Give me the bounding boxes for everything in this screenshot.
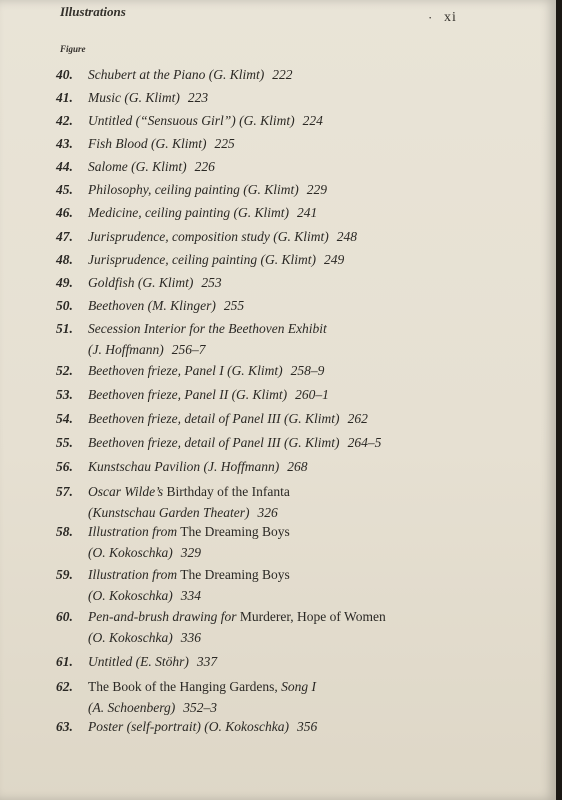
figure-title: Medicine, ceiling painting (G. Klimt) [88,205,289,220]
page-reference: 264–5 [347,435,382,450]
page-reference: 334 [180,588,201,603]
figure-number: 56. [56,459,73,474]
page-number: xi [444,10,457,25]
figure-title: Beethoven (M. Klinger) [88,298,216,313]
page-reference: 253 [201,275,222,290]
figure-title: Untitled (“Sensuous Girl”) (G. Klimt) [88,113,295,128]
figure-title: Kunstschau Pavilion (J. Hoffmann) [88,459,280,474]
figure-number: 47. [56,229,73,244]
header-dot: · [428,10,433,25]
figure-title-italic: Song I [277,679,316,694]
page-reference: 249 [323,252,345,267]
figure-title: Jurisprudence, composition study (G. Klimt) [88,229,329,244]
figure-title-italic: Pen-and-brush drawing for [88,609,237,624]
figure-title-italic: Oscar Wilde’s [88,484,164,499]
figure-title: Beethoven frieze, detail of Panel III (G. Klimt) [88,435,340,450]
figure-number: 44. [56,159,73,174]
figure-credit: (O. Kokoschka) [88,545,173,560]
figure-number: 49. [56,275,73,290]
figure-number: 42. [56,113,73,128]
page-reference: 229 [306,182,327,197]
figure-title-roman: Birthday of the Infanta [163,484,290,499]
figure-title: Goldfish (G. Klimt) [88,275,194,290]
figure-number: 53. [56,387,73,402]
figure-title: Beethoven frieze, Panel II (G. Klimt) [88,387,288,402]
page-reference: 356 [296,719,318,734]
figure-number: 46. [56,205,73,220]
page-reference: 225 [214,136,235,151]
figure-number: 45. [56,182,73,197]
page-reference: 337 [196,654,218,669]
figure-number: 58. [56,524,73,539]
figure-title-roman: The Dreaming Boys [177,567,290,582]
figure-number: 40. [56,67,73,82]
figure-title: Fish Blood (G. Klimt) [88,136,207,151]
figure-title: Beethoven frieze, Panel I (G. Klimt) [88,363,283,378]
page-reference: 326 [257,505,278,520]
figure-number: 62. [56,679,73,694]
figure-credit: (O. Kokoschka) [88,588,173,603]
page-reference: 258–9 [290,363,325,378]
figure-credit: (J. Hoffmann) [88,342,164,357]
figure-number: 48. [56,252,73,267]
page-reference: 329 [180,545,201,560]
page-reference: 268 [287,459,308,474]
figure-number: 57. [56,484,73,499]
figure-title-roman: The Dreaming Boys [177,524,290,539]
figure-number: 54. [56,411,73,426]
figure-number: 50. [56,298,73,313]
page-reference: 241 [296,205,318,220]
figure-number: 61. [56,654,73,669]
figure-number: 59. [56,567,73,582]
page-reference: 224 [302,113,323,128]
page-reference: 248 [336,229,357,244]
page-reference: 262 [347,411,368,426]
running-head: Illustrations [60,4,126,19]
page-reference: 222 [272,67,293,82]
figure-title: Salome (G. Klimt) [88,159,187,174]
figure-title-roman: Murderer, Hope of Women [236,609,386,624]
figure-number: 52. [56,363,73,378]
figure-number: 51. [56,321,73,336]
page-reference: 260–1 [295,387,329,402]
page-reference: 336 [180,630,201,645]
page-reference: 255 [223,298,245,313]
figure-title: Philosophy, ceiling painting (G. Klimt) [88,182,299,197]
figure-title: Untitled (E. Stöhr) [88,654,189,669]
figure-title: Music (G. Klimt) [88,90,180,105]
figure-number: 41. [56,90,73,105]
figure-title: Poster (self-portrait) (O. Kokoschka) [88,719,289,734]
figure-credit: (O. Kokoschka) [88,630,173,645]
figure-title: Schubert at the Piano (G. Klimt) [88,67,265,82]
page-reference: 226 [194,159,215,174]
page-reference: 352–3 [183,700,217,715]
figure-credit: (A. Schoenberg) [88,700,176,715]
figure-title: Jurisprudence, ceiling painting (G. Klimt) [88,252,316,267]
page-reference: 223 [187,90,209,105]
page-reference: 256–7 [171,342,206,357]
figure-title: Beethoven frieze, detail of Panel III (G. Klimt) [88,411,340,426]
figure-number: 63. [56,719,73,734]
figure-number: 60. [56,609,73,624]
figure-title-italic: Illustration from [88,524,178,539]
figure-title-roman: The Book of the Hanging Gardens, [88,679,278,694]
figure-number: 55. [56,435,73,450]
figure-title-italic: Illustration from [88,567,178,582]
figure-number: 43. [56,136,73,151]
figure-credit: (Kunstschau Garden Theater) [88,505,250,520]
figure-column-label: Figure [60,44,86,54]
figure-title: Secession Interior for the Beethoven Exhibit [88,321,327,336]
